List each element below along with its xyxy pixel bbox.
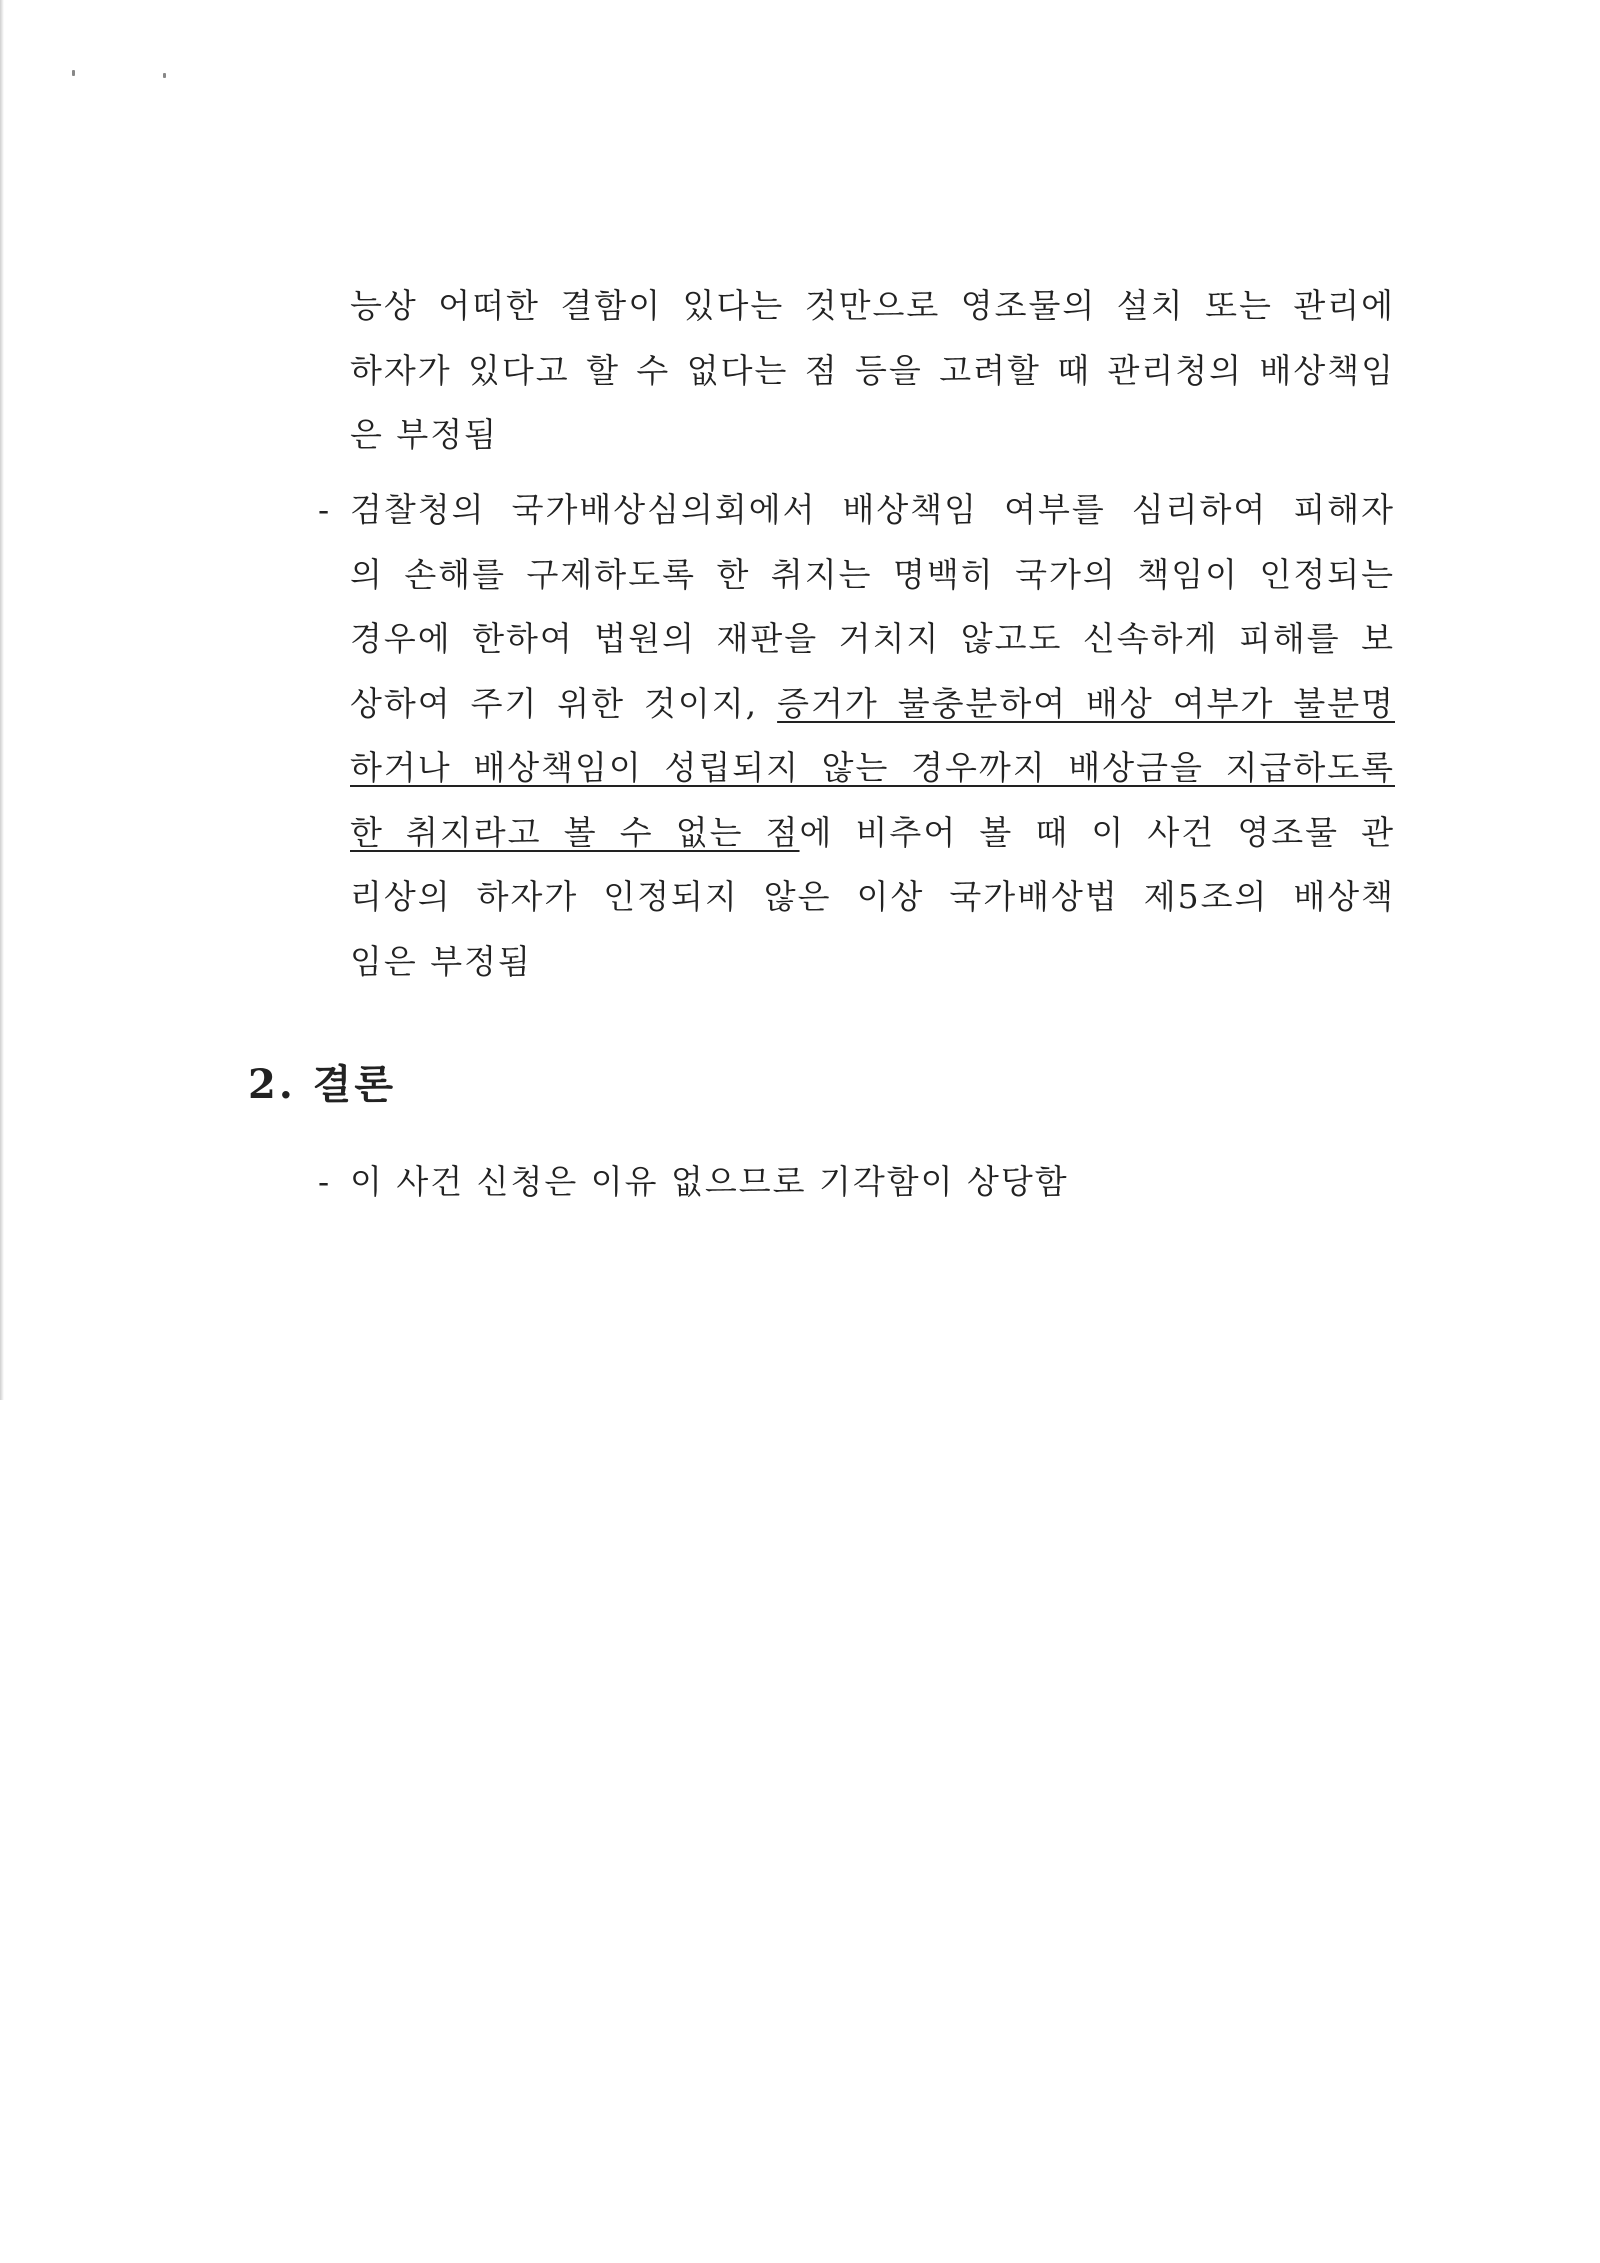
paragraph-conclusion	[350, 1150, 1395, 1215]
paragraph-state-compensation	[350, 478, 1395, 994]
text-line	[350, 672, 1395, 737]
section-heading-conclusion: 2. 결론	[248, 1061, 396, 1108]
underlined-text: 한 취지라고 볼 수 없는 점	[350, 812, 800, 852]
underlined-text: 하거나 배상책임이 성립되지 않는 경우까지 배상금을 지급하도록	[350, 748, 1395, 787]
plain-text: 에 비추어 볼 때 이 사건 영조물 관	[799, 812, 1395, 852]
bullet-dash: -	[318, 1162, 330, 1201]
text-line: 하자가 있다고 할 수 없다는 점 등을 고려할 때 관리청의 배상책임	[350, 350, 1395, 390]
text-line: 경우에 한하여 법원의 재판을 거치지 않고도 신속하게 피해를 보	[350, 619, 1395, 658]
text-line: 의 손해를 구제하도록 한 취지는 명백히 국가의 책임이 인정되는	[350, 554, 1395, 594]
text-line: 검찰청의 국가배상심의회에서 배상책임 여부를 심리하여 피해자	[350, 490, 1395, 529]
bullet-dash: -	[318, 490, 330, 529]
text-line: 능상 어떠한 결함이 있다는 것만으로 영조물의 설치 또는 관리에	[350, 286, 1395, 325]
paragraph-continuation	[350, 274, 1395, 468]
scan-speck	[72, 70, 75, 76]
text-line: 리상의 하자가 인정되지 않은 이상 국가배상법 제5조의 배상책	[350, 877, 1395, 916]
text-line	[350, 736, 1395, 801]
plain-text: 상하여 주기 위한 것이지,	[350, 683, 778, 723]
text-line: 은 부정됨	[350, 415, 499, 454]
scan-speck	[163, 73, 166, 78]
scan-edge-shadow	[0, 0, 4, 1400]
text-line: 임은 부정됨	[350, 941, 532, 981]
underlined-text: 증거가 불충분하여 배상 여부가 불분명	[777, 683, 1395, 723]
text-line: 이 사건 신청은 이유 없으므로 기각함이 상당함	[350, 1162, 1069, 1201]
text-line	[350, 801, 1395, 866]
